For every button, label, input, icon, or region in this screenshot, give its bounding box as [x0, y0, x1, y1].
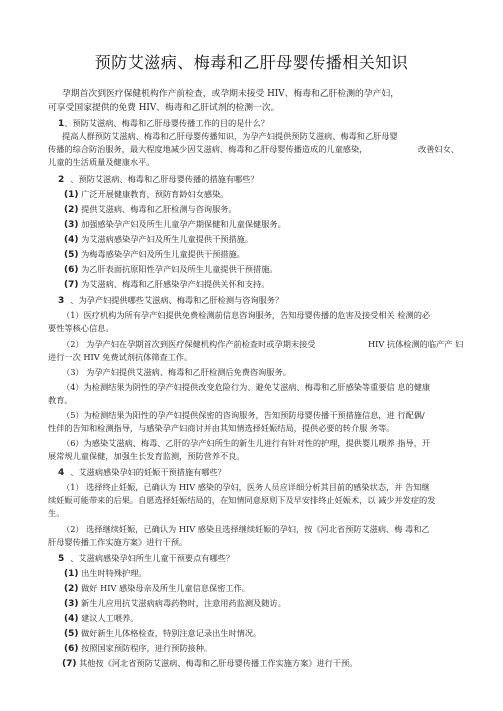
item-text: 为梅毒感染孕产妇及所生儿童提供干预措施。 [81, 249, 245, 259]
item-number: (4) [64, 235, 79, 245]
paragraph-line: （2） 为孕产妇在孕期首次到医疗保健机构作产前检查时或孕期未接受 [62, 339, 316, 349]
item-number: (2) [64, 584, 79, 594]
item-text: 做好新生儿体格检查，特别注意记录出生时情况。 [81, 628, 262, 638]
section-4-heading [58, 467, 226, 479]
section-title: 、预防艾滋病、梅毒和乙肝母婴传播的措施有哪些？ [70, 174, 259, 184]
item-number: (1) [64, 190, 79, 200]
section-1-heading [58, 118, 269, 130]
list-item [64, 583, 250, 595]
item-number: (5) [64, 629, 79, 639]
paragraph-line: 要性等核心信息。 [48, 323, 114, 333]
list-item [64, 249, 245, 261]
section-number: 5 [58, 554, 65, 564]
item-number: (4) [64, 614, 79, 624]
item-text: 出生时特殊护理。 [81, 568, 147, 578]
page-title: 预防艾滋病、梅毒和乙肝母婴传播相关知识 [94, 53, 409, 72]
paragraph-line: 儿童的生活质量及健康水平。 [48, 157, 155, 167]
item-number: (7) [64, 280, 79, 290]
item-text: 做好 HIV 感染母亲及所生儿童信息保密工作。 [81, 583, 250, 593]
item-number: (3) [64, 599, 79, 609]
section-5-heading [58, 553, 234, 565]
paragraph-line: （1）医疗机构为所有孕产妇提供免费检测前信息咨询服务，告知母婴传播的危害及接受相关 检测的必 [62, 310, 431, 320]
list-item [64, 204, 237, 216]
list-item [64, 279, 269, 291]
paragraph-line: 改善妇女、 [418, 144, 459, 154]
item-text: 为艾滋病、梅毒和乙肝感染孕产妇提供关怀和支持。 [81, 279, 270, 289]
paragraph-line: （6）为感染艾滋病、梅毒、乙肝的孕产妇所生的新生儿进行有针对性的护理，提供婴儿喂养 指导，开 [62, 438, 431, 448]
item-number: (1) [64, 569, 79, 579]
item-number: (7) [62, 659, 77, 669]
section-title: 、艾滋病感染孕妇所生儿童干预要点有哪些？ [70, 553, 235, 563]
paragraph-line: （1） 选择终止妊娠，已确认为 HIV 感染的孕妇，医务人员应详细分析其目前的感染状态，并 告知继 [62, 482, 430, 492]
list-item [64, 613, 138, 625]
item-text: 为艾滋病感染孕产妇及所生儿童提供干预措施。 [81, 234, 254, 244]
section-number: 3 [58, 296, 65, 306]
item-number: (6) [64, 265, 79, 275]
item-number: (5) [64, 250, 79, 260]
item-text: 建议人工喂养。 [81, 613, 139, 623]
list-item [64, 189, 229, 201]
item-text: 为乙肝表面抗原阳性孕产妇及所生儿童提供干预措施。 [81, 264, 278, 274]
item-text: 按照国家预防程序，进行预防接种。 [81, 643, 213, 653]
list-item [64, 628, 261, 640]
item-number: (6) [64, 644, 79, 654]
section-title: 、艾滋病感染孕妇的妊娠干预措施有哪些？ [70, 467, 226, 477]
paragraph-line: 传播的综合防治服务，最大程度地减少因艾滋病、梅毒和乙肝母婴传播造成的儿童感染， [48, 144, 368, 154]
list-item [64, 219, 286, 231]
paragraph-line: 进行一次 HIV 免费试剂抗体筛查工作。 [48, 352, 193, 362]
paragraph-line: 教育。 [48, 395, 73, 405]
paragraph-line: 续妊娠可能带来的后果。自愿选择妊娠结局的，在知情同意原则下及早安排终止妊娠术，以 减少并发症的发 [48, 495, 436, 505]
paragraph-line: （3） 为孕产妇提供艾滋病、梅毒和乙肝检测后免费咨询服务。 [62, 367, 291, 377]
paragraph-line: 提高人群预防艾滋病、梅毒和乙肝母婴传播知识，为孕产妇提供预防艾滋病、梅毒和乙肝母婴 [62, 131, 398, 141]
item-text: 其他按《河北省预防艾滋病、梅毒和乙肝母婴传播工作实施方案》进行干预。 [79, 658, 358, 668]
item-number: (2) [64, 205, 79, 215]
list-item [62, 658, 358, 670]
intro-line: 孕期首次到医疗保健机构作产前检查，或孕期未接受 HIV、梅毒和乙肝检测的孕产妇， [62, 89, 399, 99]
section-title: 、为孕产妇提供哪些艾滋病、梅毒和乙肝检测与咨询服务？ [70, 295, 284, 305]
item-number: (3) [64, 220, 79, 230]
paragraph-line: HIV 抗体检测的临产产 妇 [368, 339, 464, 349]
item-text: 新生儿应用抗艾滋病病毒药物时，注意用药监测及随访。 [81, 598, 286, 608]
item-text: 广泛开展健康教育，预防育龄妇女感染。 [81, 189, 229, 199]
list-item [64, 598, 286, 610]
paragraph-line: 生。 [48, 508, 65, 518]
item-text: 加强感染孕产妇及所生儿童孕产期保健和儿童保健服务。 [81, 219, 286, 229]
section-3-heading [58, 295, 283, 307]
section-title: 、预防艾滋病、梅毒和乙肝母婴传播工作的目的是什么？ [64, 118, 269, 128]
list-item [64, 568, 147, 580]
section-number: 4 [58, 468, 65, 478]
list-item [64, 264, 278, 276]
intro-line: 可享受国家提供的免费 HIV、梅毒和乙肝试剂的检测一次。 [48, 103, 280, 113]
section-number: 2 [58, 175, 65, 185]
section-2-heading [58, 174, 259, 186]
paragraph-line: 性伴的告知和检测指导，与感染孕产妇商讨并由其知情选择妊娠结局，提供必要的转介服 务等。 [48, 423, 395, 433]
paragraph-line: 展常规儿童保健，加强生长发育监测，预防营养不良。 [48, 451, 245, 461]
section-number: 1 [58, 119, 65, 129]
paragraph-line: 肝母婴传播工作实施方案》进行干预。 [48, 537, 188, 547]
paragraph-line: （4）为检测结果为阴性的孕产妇提供改变危险行为、避免艾滋病、梅毒和乙肝感染等重要信 息的健康 [62, 382, 431, 392]
paragraph-line: （5）为检测结果为阳性的孕产妇提供保密的咨询服务，告知预防母婴传播干预措施信息，进 行配偶/ [62, 410, 425, 420]
item-text: 提供艾滋病、梅毒和乙肝检测与咨询服务。 [81, 204, 237, 214]
list-item [64, 234, 253, 246]
list-item [64, 643, 212, 655]
paragraph-line: （2） 选择继续妊娠，已确认为 HIV 感染且选择继续妊娠的孕妇，按《河北省预防艾滋病、梅 毒和乙 [62, 524, 430, 534]
